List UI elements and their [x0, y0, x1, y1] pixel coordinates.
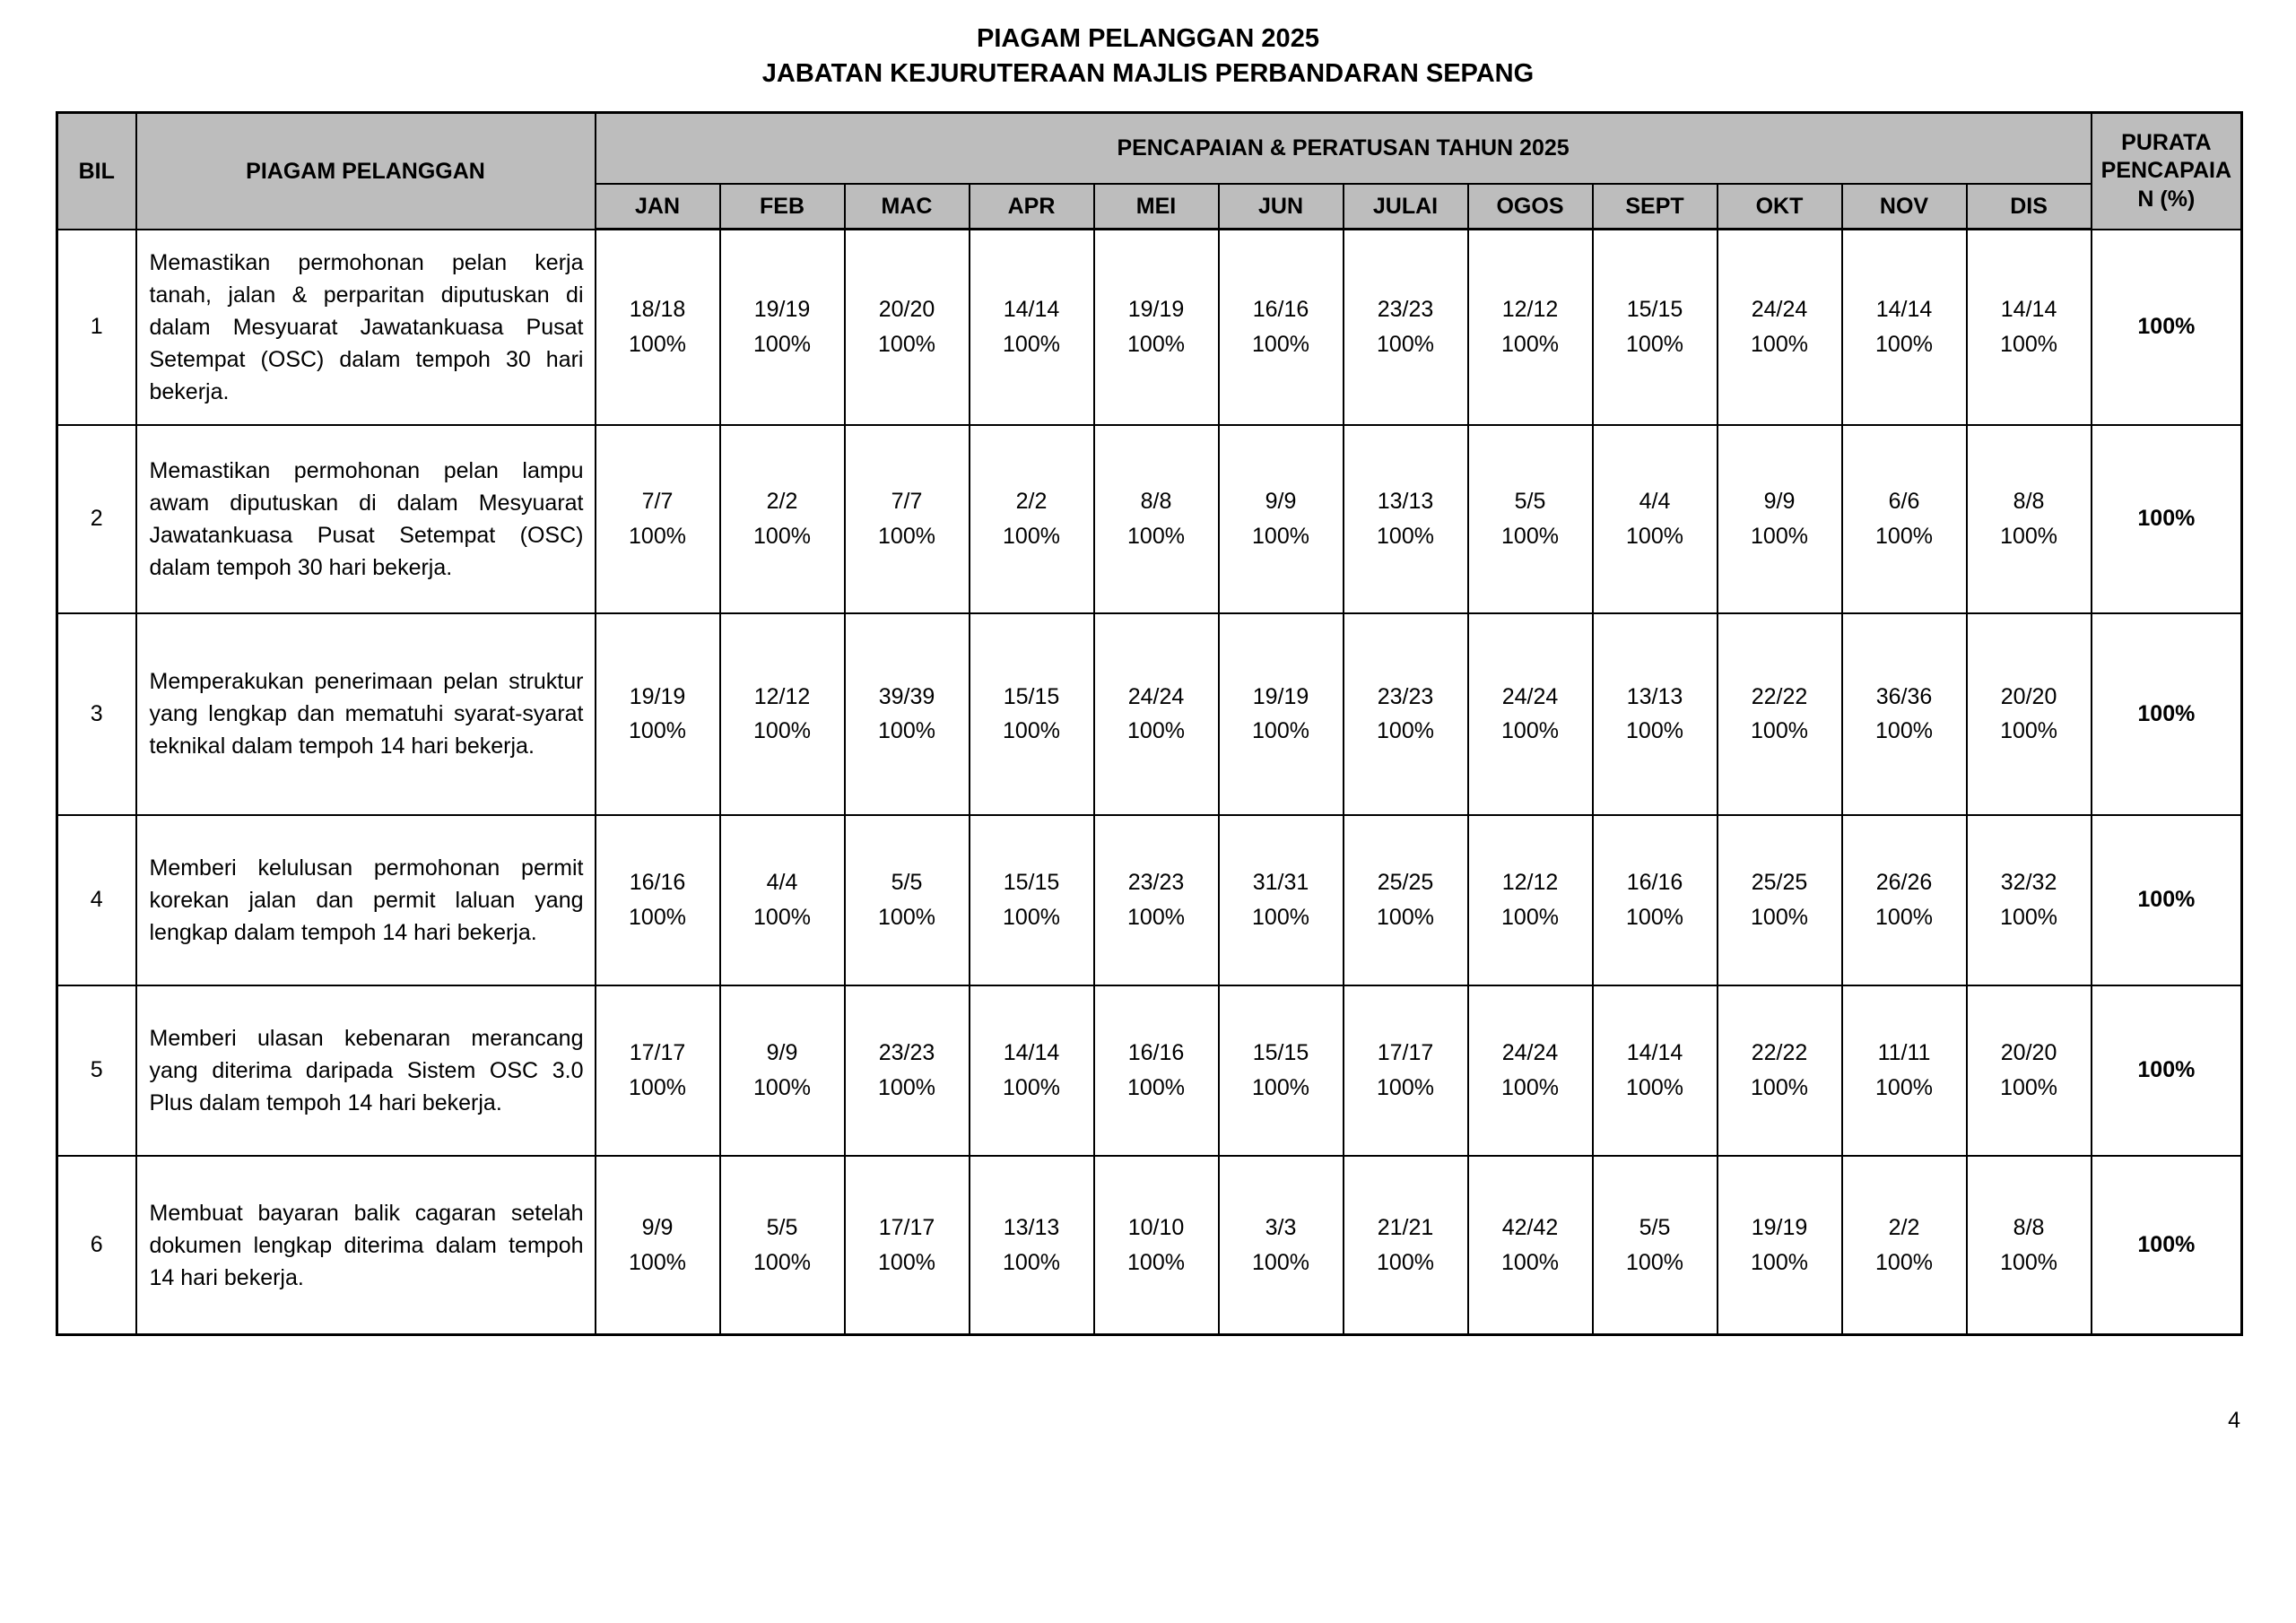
achievement-ratio: 23/23: [878, 1040, 935, 1066]
achievement-ratio: 12/12: [1501, 870, 1559, 896]
achievement-ratio: 9/9: [1265, 489, 1297, 515]
bil-cell: 3: [57, 613, 136, 815]
charter-description: Memberi ulasan kebenaran merancang yang diterima daripada Sistem OSC 3.0 Plus dalam tempoh 14 hari bekerja.: [136, 985, 596, 1156]
month-value-cell-apr: [970, 985, 1094, 1156]
achievement-percent: 100%: [1003, 332, 1060, 358]
month-value-cell-mei: [1094, 613, 1219, 815]
achievement-percent: 100%: [878, 1074, 935, 1100]
achievement-percent: 100%: [1127, 1249, 1185, 1275]
achievement-ratio: 24/24: [1501, 683, 1559, 709]
month-value-cell-feb: [720, 230, 845, 425]
table-row: [57, 425, 2242, 613]
achievement-percent: 100%: [878, 523, 935, 549]
title-line-1: PIAGAM PELANGGAN 2025: [977, 24, 1319, 53]
month-value-cell-apr: [970, 425, 1094, 613]
achievement-percent: 100%: [629, 1249, 686, 1275]
achievement-percent: 100%: [1501, 904, 1559, 930]
achievement-ratio: 16/16: [629, 870, 686, 896]
achievement-ratio: 9/9: [766, 1040, 798, 1066]
achievement-percent: 100%: [1751, 1249, 1808, 1275]
month-value-cell-ogos: [1468, 1156, 1593, 1335]
month-value-cell-ogos: [1468, 985, 1593, 1156]
title-line-2: JABATAN KEJURUTERAAN MAJLIS PERBANDARAN SEPANG: [761, 59, 1535, 89]
achievement-percent: 100%: [878, 904, 935, 930]
achievement-ratio: 14/14: [1875, 297, 1933, 323]
achievement-ratio: 8/8: [2013, 1214, 2045, 1240]
achievement-ratio: 24/24: [1501, 1040, 1559, 1066]
achievement-percent: 100%: [1626, 1074, 1683, 1100]
charter-description: Membuat bayaran balik cagaran setelah dokumen lengkap diterima dalam tempoh 14 hari bekerja.: [136, 1156, 596, 1335]
achievement-percent: 100%: [1875, 904, 1933, 930]
achievement-ratio: 39/39: [878, 683, 935, 709]
month-value-cell-feb: [720, 1156, 845, 1335]
month-value-cell-feb: [720, 613, 845, 815]
achievement-percent: 100%: [1003, 523, 1060, 549]
achievement-percent: 100%: [1751, 332, 1808, 358]
month-value-cell-ogos: [1468, 613, 1593, 815]
achievement-ratio: 5/5: [891, 870, 923, 896]
achievement-percent: 100%: [1252, 523, 1309, 549]
month-value-cell-feb: [720, 425, 845, 613]
achievement-percent: 100%: [1875, 1249, 1933, 1275]
achievement-percent: 100%: [753, 1249, 811, 1275]
achievement-ratio: 31/31: [1252, 870, 1309, 896]
col-header-month-apr: APR: [970, 184, 1094, 230]
achievement-ratio: 23/23: [1127, 870, 1185, 896]
month-value-cell-jan: [596, 230, 720, 425]
month-value-cell-dis: [1967, 985, 2092, 1156]
month-value-cell-jun: [1219, 1156, 1344, 1335]
month-value-cell-mac: [845, 613, 970, 815]
month-value-cell-okt: [1718, 985, 1842, 1156]
achievement-ratio: 15/15: [1252, 1040, 1309, 1066]
charter-description: Memastikan permohonan pelan lampu awam diputuskan di dalam Mesyuarat Jawatankuasa Pusat Setempat (OSC) dalam tempoh 30 hari bekerja.: [136, 425, 596, 613]
achievement-percent: 100%: [878, 1249, 935, 1275]
achievement-ratio: 17/17: [1377, 1040, 1434, 1066]
achievement-ratio: 13/13: [1377, 489, 1434, 515]
achievement-percent: 100%: [1751, 718, 1808, 744]
achievement-percent: 100%: [753, 718, 811, 744]
month-value-cell-ogos: [1468, 815, 1593, 985]
achievement-percent: 100%: [629, 904, 686, 930]
achievement-percent: 100%: [1751, 904, 1808, 930]
month-value-cell-sept: [1593, 613, 1718, 815]
month-value-cell-nov: [1842, 613, 1967, 815]
month-value-cell-sept: [1593, 425, 1718, 613]
piagam-pelanggan-table: [56, 111, 2243, 1336]
achievement-ratio: 21/21: [1377, 1214, 1434, 1240]
month-value-cell-feb: [720, 815, 845, 985]
achievement-percent: 100%: [1127, 332, 1185, 358]
achievement-ratio: 15/15: [1003, 683, 1060, 709]
achievement-ratio: 17/17: [878, 1214, 935, 1240]
achievement-ratio: 36/36: [1875, 683, 1933, 709]
table-row: [57, 1156, 2242, 1335]
achievement-ratio: 19/19: [753, 297, 811, 323]
month-value-cell-sept: [1593, 815, 1718, 985]
month-value-cell-okt: [1718, 815, 1842, 985]
col-header-pencapaian-peratusan: PENCAPAIAN & PERATUSAN TAHUN 2025: [596, 113, 2092, 185]
month-value-cell-jan: [596, 613, 720, 815]
month-value-cell-jan: [596, 425, 720, 613]
col-header-month-jun: JUN: [1219, 184, 1344, 230]
average-achievement-cell: 100%: [2092, 985, 2242, 1156]
achievement-ratio: 20/20: [2000, 1040, 2057, 1066]
achievement-percent: 100%: [2000, 904, 2058, 930]
month-value-cell-apr: [970, 613, 1094, 815]
month-value-cell-julai: [1344, 230, 1468, 425]
month-value-cell-ogos: [1468, 425, 1593, 613]
col-header-month-jan: JAN: [596, 184, 720, 230]
month-value-cell-mac: [845, 1156, 970, 1335]
month-value-cell-okt: [1718, 1156, 1842, 1335]
achievement-percent: 100%: [878, 332, 935, 358]
achievement-ratio: 4/4: [766, 870, 798, 896]
bil-cell: 1: [57, 230, 136, 425]
month-value-cell-jan: [596, 815, 720, 985]
achievement-percent: 100%: [629, 523, 686, 549]
achievement-percent: 100%: [1626, 904, 1683, 930]
achievement-percent: 100%: [1751, 523, 1808, 549]
table-row: [57, 985, 2242, 1156]
month-value-cell-jun: [1219, 230, 1344, 425]
achievement-ratio: 19/19: [1751, 1214, 1808, 1240]
charter-description: Memperakukan penerimaan pelan struktur yang lengkap dan mematuhi syarat-syarat teknikal dalam tempoh 14 hari bekerja.: [136, 613, 596, 815]
achievement-percent: 100%: [1501, 718, 1559, 744]
table-row: [57, 815, 2242, 985]
month-value-cell-sept: [1593, 230, 1718, 425]
achievement-percent: 100%: [1127, 904, 1185, 930]
achievement-ratio: 25/25: [1751, 870, 1808, 896]
average-achievement-cell: 100%: [2092, 425, 2242, 613]
achievement-ratio: 13/13: [1003, 1214, 1060, 1240]
achievement-percent: 100%: [753, 332, 811, 358]
achievement-ratio: 23/23: [1377, 297, 1434, 323]
page-number: 4: [2228, 1408, 2240, 1433]
col-header-purata-pencapaian: PURATA PENCAPAIAN (%): [2092, 113, 2242, 230]
bil-cell: 6: [57, 1156, 136, 1335]
col-header-month-julai: JULAI: [1344, 184, 1468, 230]
month-value-cell-mac: [845, 985, 970, 1156]
average-achievement-cell: 100%: [2092, 613, 2242, 815]
achievement-percent: 100%: [1252, 1074, 1309, 1100]
achievement-ratio: 13/13: [1626, 683, 1683, 709]
achievement-percent: 100%: [1501, 1249, 1559, 1275]
month-value-cell-dis: [1967, 613, 2092, 815]
achievement-percent: 100%: [1377, 523, 1434, 549]
achievement-percent: 100%: [1377, 1249, 1434, 1275]
achievement-ratio: 22/22: [1751, 683, 1808, 709]
achievement-ratio: 16/16: [1127, 1040, 1185, 1066]
col-header-month-sept: SEPT: [1593, 184, 1718, 230]
achievement-percent: 100%: [1501, 332, 1559, 358]
achievement-percent: 100%: [1377, 718, 1434, 744]
achievement-percent: 100%: [1252, 718, 1309, 744]
achievement-percent: 100%: [1252, 904, 1309, 930]
month-value-cell-jun: [1219, 985, 1344, 1156]
achievement-percent: 100%: [1377, 1074, 1434, 1100]
achievement-ratio: 22/22: [1751, 1040, 1808, 1066]
charter-description: Memberi kelulusan permohonan permit korekan jalan dan permit laluan yang lengkap dalam tempoh 14 hari bekerja.: [136, 815, 596, 985]
bil-cell: 4: [57, 815, 136, 985]
month-value-cell-jun: [1219, 425, 1344, 613]
achievement-ratio: 11/11: [1877, 1040, 1931, 1066]
achievement-percent: 100%: [2000, 523, 2058, 549]
table-header: [57, 113, 2242, 230]
achievement-percent: 100%: [1003, 718, 1060, 744]
achievement-percent: 100%: [629, 332, 686, 358]
achievement-percent: 100%: [1501, 1074, 1559, 1100]
achievement-ratio: 2/2: [1015, 489, 1048, 515]
month-value-cell-julai: [1344, 1156, 1468, 1335]
achievement-ratio: 3/3: [1265, 1214, 1297, 1240]
achievement-ratio: 24/24: [1127, 683, 1185, 709]
month-value-cell-nov: [1842, 815, 1967, 985]
month-value-cell-apr: [970, 230, 1094, 425]
bil-cell: 5: [57, 985, 136, 1156]
achievement-percent: 100%: [1626, 718, 1683, 744]
achievement-ratio: 19/19: [1127, 297, 1185, 323]
achievement-percent: 100%: [2000, 718, 2058, 744]
achievement-ratio: 12/12: [753, 683, 811, 709]
achievement-percent: 100%: [1127, 718, 1185, 744]
achievement-ratio: 20/20: [2000, 683, 2057, 709]
month-value-cell-dis: [1967, 815, 2092, 985]
month-value-cell-okt: [1718, 425, 1842, 613]
achievement-ratio: 16/16: [1252, 297, 1309, 323]
achievement-ratio: 17/17: [629, 1040, 686, 1066]
month-value-cell-okt: [1718, 230, 1842, 425]
achievement-ratio: 19/19: [629, 683, 686, 709]
month-value-cell-jun: [1219, 815, 1344, 985]
month-value-cell-mei: [1094, 1156, 1219, 1335]
month-value-cell-nov: [1842, 230, 1967, 425]
achievement-percent: 100%: [1626, 332, 1683, 358]
month-value-cell-mei: [1094, 815, 1219, 985]
month-value-cell-jan: [596, 985, 720, 1156]
achievement-ratio: 6/6: [1888, 489, 1920, 515]
month-value-cell-jan: [596, 1156, 720, 1335]
month-value-cell-dis: [1967, 425, 2092, 613]
achievement-percent: 100%: [753, 904, 811, 930]
bil-cell: 2: [57, 425, 136, 613]
month-value-cell-jun: [1219, 613, 1344, 815]
table-row: [57, 230, 2242, 425]
month-value-cell-mac: [845, 230, 970, 425]
achievement-percent: 100%: [2000, 1074, 2058, 1100]
achievement-ratio: 19/19: [1252, 683, 1309, 709]
achievement-percent: 100%: [629, 1074, 686, 1100]
col-header-month-dis: DIS: [1967, 184, 2092, 230]
achievement-percent: 100%: [2000, 1249, 2058, 1275]
achievement-percent: 100%: [1252, 1249, 1309, 1275]
col-header-month-nov: NOV: [1842, 184, 1967, 230]
col-header-bil: BIL: [57, 113, 136, 230]
achievement-percent: 100%: [1003, 1074, 1060, 1100]
achievement-ratio: 12/12: [1501, 297, 1559, 323]
achievement-ratio: 7/7: [641, 489, 674, 515]
month-value-cell-nov: [1842, 425, 1967, 613]
achievement-ratio: 14/14: [1003, 297, 1060, 323]
achievement-ratio: 32/32: [2000, 870, 2057, 896]
achievement-percent: 100%: [1127, 523, 1185, 549]
achievement-ratio: 18/18: [629, 297, 686, 323]
month-value-cell-mei: [1094, 425, 1219, 613]
month-value-cell-julai: [1344, 613, 1468, 815]
achievement-ratio: 14/14: [1003, 1040, 1060, 1066]
month-value-cell-nov: [1842, 1156, 1967, 1335]
achievement-ratio: 2/2: [766, 489, 798, 515]
achievement-percent: 100%: [1875, 523, 1933, 549]
average-achievement-cell: 100%: [2092, 815, 2242, 985]
achievement-ratio: 42/42: [1501, 1214, 1559, 1240]
achievement-ratio: 9/9: [1763, 489, 1796, 515]
col-header-month-okt: OKT: [1718, 184, 1842, 230]
month-value-cell-okt: [1718, 613, 1842, 815]
achievement-ratio: 15/15: [1626, 297, 1683, 323]
achievement-percent: 100%: [1875, 332, 1933, 358]
achievement-ratio: 14/14: [2000, 297, 2057, 323]
table-row: [57, 613, 2242, 815]
month-value-cell-sept: [1593, 1156, 1718, 1335]
month-value-cell-dis: [1967, 230, 2092, 425]
charter-description: Memastikan permohonan pelan kerja tanah, jalan & perparitan diputuskan di dalam Mesyuarat Jawatankuasa Pusat Setempat (OSC) dalam tempoh 30 hari bekerja.: [136, 230, 596, 425]
col-header-month-feb: FEB: [720, 184, 845, 230]
achievement-percent: 100%: [1501, 523, 1559, 549]
achievement-ratio: 9/9: [641, 1214, 674, 1240]
achievement-ratio: 7/7: [891, 489, 923, 515]
month-value-cell-ogos: [1468, 230, 1593, 425]
achievement-percent: 100%: [1377, 332, 1434, 358]
col-header-month-mei: MEI: [1094, 184, 1219, 230]
average-achievement-cell: 100%: [2092, 1156, 2242, 1335]
achievement-ratio: 14/14: [1626, 1040, 1683, 1066]
achievement-ratio: 10/10: [1127, 1214, 1185, 1240]
month-value-cell-julai: [1344, 425, 1468, 613]
achievement-percent: 100%: [878, 718, 935, 744]
month-value-cell-mei: [1094, 985, 1219, 1156]
achievement-ratio: 5/5: [1514, 489, 1546, 515]
month-value-cell-julai: [1344, 815, 1468, 985]
achievement-percent: 100%: [753, 523, 811, 549]
month-value-cell-feb: [720, 985, 845, 1156]
month-value-cell-mac: [845, 425, 970, 613]
achievement-ratio: 25/25: [1377, 870, 1434, 896]
achievement-percent: 100%: [753, 1074, 811, 1100]
achievement-percent: 100%: [2000, 332, 2058, 358]
average-achievement-cell: 100%: [2092, 230, 2242, 425]
achievement-percent: 100%: [1377, 904, 1434, 930]
achievement-percent: 100%: [1252, 332, 1309, 358]
month-value-cell-apr: [970, 1156, 1094, 1335]
month-value-cell-dis: [1967, 1156, 2092, 1335]
achievement-ratio: 8/8: [1140, 489, 1172, 515]
achievement-ratio: 5/5: [1639, 1214, 1671, 1240]
achievement-percent: 100%: [1003, 1249, 1060, 1275]
table-body: [57, 230, 2242, 1335]
month-value-cell-nov: [1842, 985, 1967, 1156]
achievement-percent: 100%: [1626, 1249, 1683, 1275]
achievement-percent: 100%: [629, 718, 686, 744]
achievement-percent: 100%: [1875, 1074, 1933, 1100]
achievement-ratio: 15/15: [1003, 870, 1060, 896]
page-title: [0, 0, 2296, 91]
col-header-piagam-pelanggan: PIAGAM PELANGGAN: [136, 113, 596, 230]
achievement-percent: 100%: [1875, 718, 1933, 744]
achievement-ratio: 16/16: [1626, 870, 1683, 896]
month-value-cell-sept: [1593, 985, 1718, 1156]
achievement-ratio: 23/23: [1377, 683, 1434, 709]
achievement-ratio: 8/8: [2013, 489, 2045, 515]
achievement-ratio: 24/24: [1751, 297, 1808, 323]
achievement-ratio: 2/2: [1888, 1214, 1920, 1240]
achievement-percent: 100%: [1751, 1074, 1808, 1100]
achievement-percent: 100%: [1127, 1074, 1185, 1100]
achievement-ratio: 5/5: [766, 1214, 798, 1240]
achievement-percent: 100%: [1626, 523, 1683, 549]
achievement-percent: 100%: [1003, 904, 1060, 930]
month-value-cell-mei: [1094, 230, 1219, 425]
col-header-month-ogos: OGOS: [1468, 184, 1593, 230]
achievement-ratio: 26/26: [1875, 870, 1933, 896]
month-value-cell-mac: [845, 815, 970, 985]
achievement-ratio: 4/4: [1639, 489, 1671, 515]
achievement-ratio: 20/20: [878, 297, 935, 323]
col-header-month-mac: MAC: [845, 184, 970, 230]
month-value-cell-apr: [970, 815, 1094, 985]
month-value-cell-julai: [1344, 985, 1468, 1156]
header-row-top: [57, 113, 2242, 185]
